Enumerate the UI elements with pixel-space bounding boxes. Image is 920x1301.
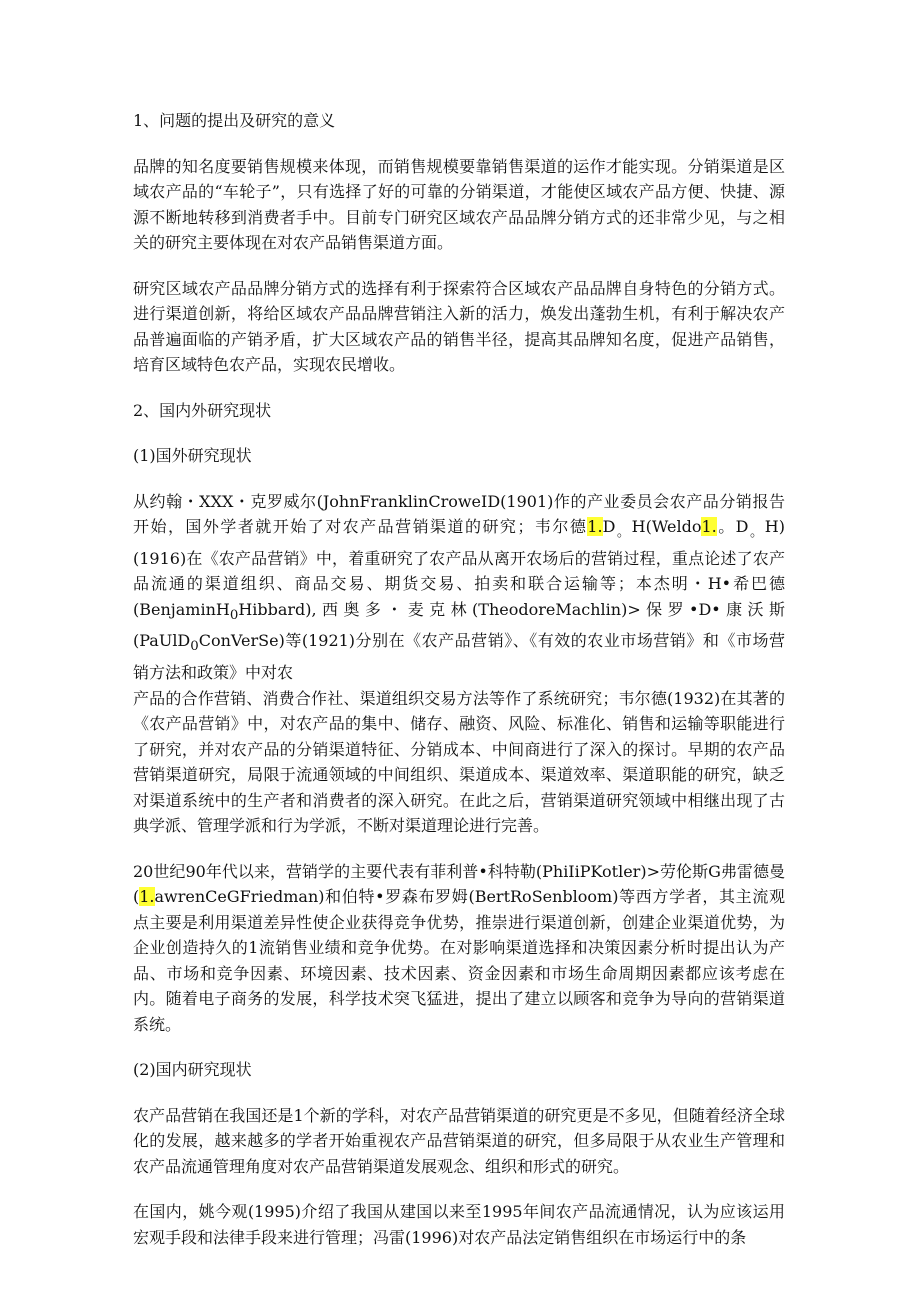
paragraph-text: 20世纪90年代以来，营销学的主要代表有菲利普•科特勒(PhiIiPKotler)>劳伦斯G弗雷德曼( [133,861,785,907]
subsection-heading: (2)国内研究现状 [133,1060,252,1080]
subscript-text: 0 [229,607,239,623]
paragraph-text: 。D [716,517,749,536]
paragraph: 在国内，姚今观(1995)介绍了我国从建国以来至1995年间农产品流通情况，认为应该运用宏观手段和法律手段来进行管理；冯雷(1996)对农产品法定销售组织在市场运行中的条 [133,1202,785,1247]
subscript-text: 。 [748,525,765,541]
paragraph-text: Hibbard),西奥多・麦克林(TheodoreMachlin)>保罗•D•康沃斯(PaUlD [133,599,785,651]
paragraph-text: awrenCeGFriedman)和伯特•罗森布罗姆(BertRoSenbloom)等西方学者，其主流观点主要是利用渠道差异性使企业获得竞争优势，推崇进行渠道创新，创建企业渠道优势，为企业创造持久的1流销售业绩和竞争优势。在对影响渠道选择和决策因素分析时提出认为产品、市场和竞争因素、环境因素、技术因素、资金因素和市场生命周期因素都应该考虑在内。随着电子商务的发展，科学技术突飞猛进，提出了建立以顾客和竞争为导向的营销渠道系统。 [133,887,785,1034]
highlighted-text: 1. [587,517,603,536]
subscript-text: 。 [615,525,632,541]
section-heading: 2、国内外研究现状 [133,400,272,420]
paragraph-text: H)(1916)在《农产品营销》中，着重研究了农产品从离开农场后的营销过程，重点论述了农产品流通的渠道组织、商品交易、期货交易、拍卖和联合运输等；本杰明・H•希巴德(BenjaminH [133,517,785,619]
subsection-heading: (1)国外研究现状 [133,446,252,465]
highlighted-text: 1. [139,887,155,907]
highlighted-text: 1. [701,517,717,536]
subscript-text: 0 [190,639,199,655]
paragraph: 品牌的知名度要销售规模来体现，而销售规模要靠销售渠道的运作才能实现。分销渠道是区域农产品的“车轮子”，只有选择了好的可靠的分销渠道，才能使区域农产品方便、快捷、源源不断地转移到消费者手中。目前专门研究区域农产品品牌分销方式的还非常少见，与之相关的研究主要体现在对农产品销售渠道方面。 [133,156,785,252]
paragraph [133,489,785,686]
section-heading: 1、问题的提出及研究的意义 [133,111,336,130]
paragraph: 农产品营销在我国还是1个新的学科，对农产品营销渠道的研究更是不多见，但随着经济全球化的发展，越来越多的学者开始重视农产品营销渠道的研究，但多局限于从农业生产管理和农产品流通管理角度对农产品营销渠道发展观念、组织和形式的研究。 [133,1105,785,1176]
document-page [133,108,785,1250]
paragraph-text: ConVerSe)等(1921)分别在《农产品营销》、《有效的农业市场营销》和《市场营销方法和政策》中对农 [133,631,785,683]
paragraph-text: D [602,517,616,536]
paragraph-text: 从约翰・XXX・克罗威尔(JohnFranklinCroweID(1901)作的产业委员会农产品分销报告开始，国外学者就开始了对农产品营销渠道的研究；韦尔德 [133,491,785,536]
paragraph-text: H(Weldo [631,517,702,536]
paragraph [133,859,785,1038]
paragraph: 研究区域农产品品牌分销方式的选择有利于探索符合区域农产品品牌自身特色的分销方式。进行渠道创新，将给区域农产品品牌营销注入新的活力，焕发出蓬勃生机，有利于解决农产品普遍面临的产销矛盾，扩大区域农产品的销售半径，提高其品牌知名度，促进产品销售，培育区域特色农产品，实现农民增收。 [133,278,785,374]
paragraph: 产品的合作营销、消费合作社、渠道组织交易方法等作了系统研究；韦尔德(1932)在其著的《农产品营销》中，对农产品的集中、储存、融资、风险、标准化、销售和运输等职能进行了研究，并对农产品的分销渠道特征、分销成本、中间商进行了深入的探讨。早期的农产品营销渠道研究，局限于流通领域的中间组织、渠道成本、渠道效率、渠道职能的研究，缺乏对渠道系统中的生产者和消费者的深入研究。在此之后，营销渠道研究领域中相继出现了古典学派、管理学派和行为学派，不断对渠道理论进行完善。 [133,688,785,836]
